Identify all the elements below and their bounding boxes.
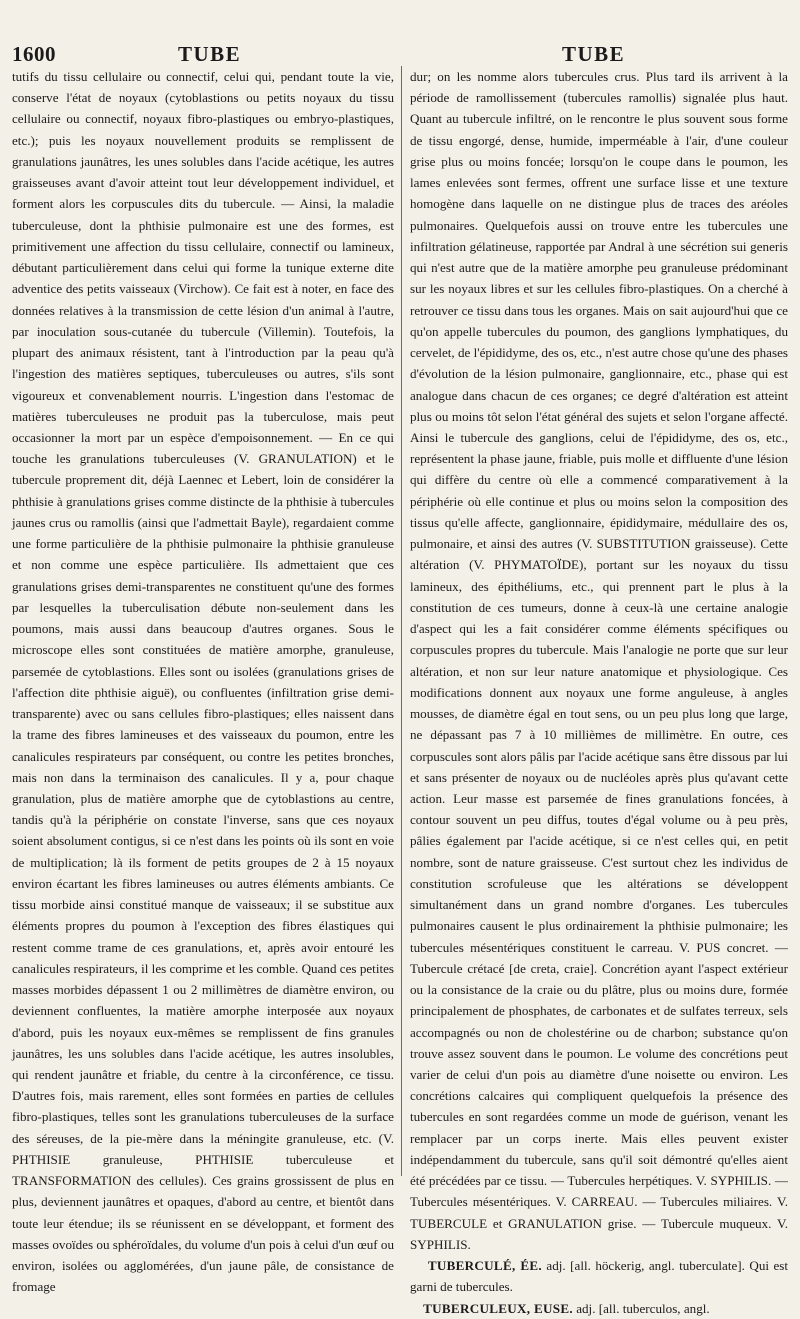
running-head-right: TUBE — [562, 42, 626, 66]
dictionary-entry — [410, 1255, 788, 1297]
left-column — [12, 66, 394, 1295]
dictionary-entry — [410, 1298, 788, 1319]
entry-text: adj. [all. tuberculos, angl. — [576, 1300, 710, 1316]
column-divider — [401, 66, 402, 1176]
right-column — [410, 66, 788, 1316]
right-column-text: dur; on les nomme alors tubercules crus. Plus tard ils arrivent à la période de ramollissement (tubercules ramollis) signalée plus haut. Quant au tubercule infiltré, on le rencontre le plus souvent sous forme de tissu engorgé, dense, humide, imperméable à l'air, d'une couleur grise plus ou moins foncée; lorsqu'on le coupe dans le poumon, les lames enlevées sont fermes, offrent une surface lisse et une texture homogène dans laquelle on ne distingue plus de traces des aréoles pulmonaires. Quelquefois aussi on trouve entre les tubercules une infiltration gélatineuse, rapportée par Andral à une sécrétion sui generis qui n'est autre que de la matière amorphe peu granuleuse prédominant sur les noyaux libres et sur les cellules fibro-plastiques. On a cherché à retrouver ce tissu dans tous les organes. Mais on sait aujourd'hui que ce qu'on appelle tubercules du poumon, des ganglions lymphatiques, du cervelet, de l'épididyme, des os, etc., n'est autre chose qu'une des phases d'évolution de la lésion pulmonaire, ganglionnaire, etc., phase qui est analogue dans chacun de ces organes; ce degré d'altération est atteint plus ou moins tôt selon l'état général des sujets et selon l'organe affecté. Ainsi le tubercule des ganglions, celui de l'épididyme, des os, etc., représentent la phase jaune, friable, puis molle et diffluente d'une lésion qui diffère du centre où elle a commencé comparativement à la périphérie où elle continue et plus ou moins selon la composition des tissus qu'elle affecte, ganglionnaire, épididymaire, médullaire des os, pulmonaire, et ainsi des autres (V. SUBSTITUTION graisseuse). Cette altération (V. PHYMATOÏDE), portant sur les noyaux du tissu lamineux, des épithéliums, etc., qui prennent part le plus à la constitution de ces tumeurs, donne à ceux-là une certaine analogie d'aspect qui les a fait considérer comme éléments spécifiques ou corpuscules propres du tubercule. Mais l'analogie ne porte que sur leur altération, et non sur leur nature anatomique et physiologique. Ces modifications donnent aux noyaux une forme anguleuse, à angles mousses, de diamètre égal en tout sens, ou un peu plus long que large, ne dépassant pas 7 à 10 millièmes de millimètre. En outre, ces corpuscules sont alors pâlis par l'acide acétique sans être dissous par lui et sans présenter de noyaux ou de nucléoles après plus qu'avant cette action. Leur masse est parsemée de fines granulations foncées, à contour souvent un peu diffus, toutes d'égal volume ou à peu près, pâlies également par l'acide acétique, si ce n'est celles qui, en petit nombre, sont de nature graisseuse. C'est surtout chez les individus de constitution scrofuleuse que les altérations se développent simultanément dans un grand nombre d'organes. Les tubercules pulmonaires causent le plus ordinairement la phthisie pulmonaire; les tubercules mésentériques constituent le carreau. V. PUS concret. — Tubercule crétacé [de creta, craie]. Concrétion ayant l'aspect extérieur ou la consistance de la craie ou du plâtre, plus ou moins dure, formée principalement de phosphates, de carbonates et de sulfates terreux, sels accompagnés ou non de cholestérine ou de charbon; substance qu'on trouve assez souvent dans le poumon. Le volume des concrétions peut varier de celui d'un pois au diamètre d'une noisette ou environ. Les concrétions calcaires qui compliquent quelquefois la présence des tubercules en sont regardées comme un mode de guérison, venant les remplacer par un corps inerte. Mais elles peuvent exister indépendamment du tubercule, sans qu'il soit démontré qu'elles aient été précédées par ce tissu. — Tubercules herpétiques. V. SYPHILIS. — Tubercules mésentériques. V. CARREAU. — Tubercules miliaires. V. TUBERCULE et GRANULATION grise. — Tubercule muqueux. V. SYPHILIS. — [410, 69, 788, 1252]
left-column-text: tutifs du tissu cellulaire ou connectif, celui qui, pendant toute la vie, conserve l'état de noyaux (cytoblastions ou petits noyaux du tissu cellulaire ou connectif, noyaux fibro-plastiques ou embryo-plastiques, etc.); puis les noyaux nouvellement produits se remplissent de granulations jaunâtres, les unes solubles dans l'acide acétique, les autres graisseuses avant d'avoir atteint tout leur développement individuel, et forment alors les corpuscules dits du tubercule. — Ainsi, la maladie tuberculeuse, dont la phthisie pulmonaire est une des formes, est primitivement une affection du tissu cellulaire, connectif ou lamineux, débutant particulièrement dans celui qui forme la tunique externe dite adventice des petits vaisseaux (Virchow). Ce fait est à noter, en face des données relatives à la transmission de cette lésion d'un animal à l'autre, par inoculation sous-cutanée du tubercule (Villemin). Toutefois, la plupart des animaux résistent, tant à l'introduction par la peau qu'à l'ingestion des matières septiques, tuberculeuses ou autres, s'ils sont vigoureux et convenablement nourris. L'ingestion dans l'estomac de matières tuberculeuses ne produit pas la tuberculose, mais peut occasionner la mort par un espèce d'empoisonnement. — En ce qui touche les granulations tuberculeuses (V. GRANULATION) et le tubercule proprement dit, déjà Laennec et Lebert, loin de considérer la phthisie à granulations grises comme distincte de la phthisie à tubercules jaunes crus ou ramollis (ainsi que l'admettait Bayle), regardaient comme une forme particulière de la phthisie pulmonaire la phthisie granuleuse et non comme une espèce particulière. Ils admettaient que ces granulations grises demi-transparentes ne constituent qu'une des formes par lesquelles la tuberculisation débute non-seulement dans les poumons, mais aussi dans beaucoup d'autres organes. Sous le microscope elles sont constituées de matière amorphe, granuleuse, parsemée de cytoblastions. Elles sont ou isolées (granulations grises de l'affection dite phthisie aiguë), ou confluentes (infiltration grise demi-transparente) avec ou sans cellules fibro-plastiques; elles naissent dans la trame des fibres lamineuses et des vaisseaux du poumon, entre les canalicules respirateurs par conséquent, ou contre les petites bronches, mais non dans la terminaison des canalicules. Il y a, pour chaque granulation, plus de matière amorphe que de cytoblastions au centre, tandis qu'à la périphérie on constate l'inverse, sans que ces noyaux soient absolument contigus, si ce n'est dans les points où ils sont en voie de multiplication; là ils forment de petits groupes de 2 à 15 noyaux environ écartant les fibres lamineuses ou autres éléments ambiants. Ce tissu morbide ainsi constitué manque de vaisseaux; il se substitue aux éléments propres du poumon à l'exception des fibres élastiques qui restent comme trame de ces granulations, et, après avoir entouré les canalicules respirateurs, il les comprime et les comble. Quand ces petites masses morbides dépassent 1 ou 2 millimètres de diamètre environ, ou deviennent confluentes, la matière amorphe interposée aux noyaux d'abord, puis les noyaux eux-mêmes se remplissent de fins granules jaunâtres, les uns solubles dans l'acide acétique, les autres insolubles, qui rendent jaunâtre et friable, du centre à la circonférence, ce tissu. D'autres fois, mais rarement, elles sont formées en parties de cellules fibro-plastiques, telles sont les granulations tuberculeuses de la surface des séreuses, de la pie-mère dans la méningite granuleuse, etc. (V. PHTHISIE granuleuse, PHTHISIE tuberculeuse et TRANSFORMATION des cellules). Ces grains grossissent de plus en plus, deviennent jaunâtres et opaques, d'abord au centre, et bientôt dans toute leur étendue; ils se réunissent en se développant, et forment des masses ovoïdes ou sphéroïdales, du volume d'un pois à celui d'un œuf ou environ, isolées ou agglomérées, d'un jaune pâle, de consistance de fromage — [12, 69, 394, 1295]
page-number: 1600 — [12, 42, 56, 66]
running-head-left: TUBE — [178, 42, 242, 66]
entry-headword: TUBERCULEUX, EUSE. — [423, 1300, 573, 1316]
entry-headword: TUBERCULÉ, ÉE. — [427, 1258, 542, 1274]
page-header — [0, 40, 800, 66]
entry-text: adj. [all. höckerig, angl. tuberculate]. Qui est garni de tubercules. — [410, 1258, 788, 1295]
